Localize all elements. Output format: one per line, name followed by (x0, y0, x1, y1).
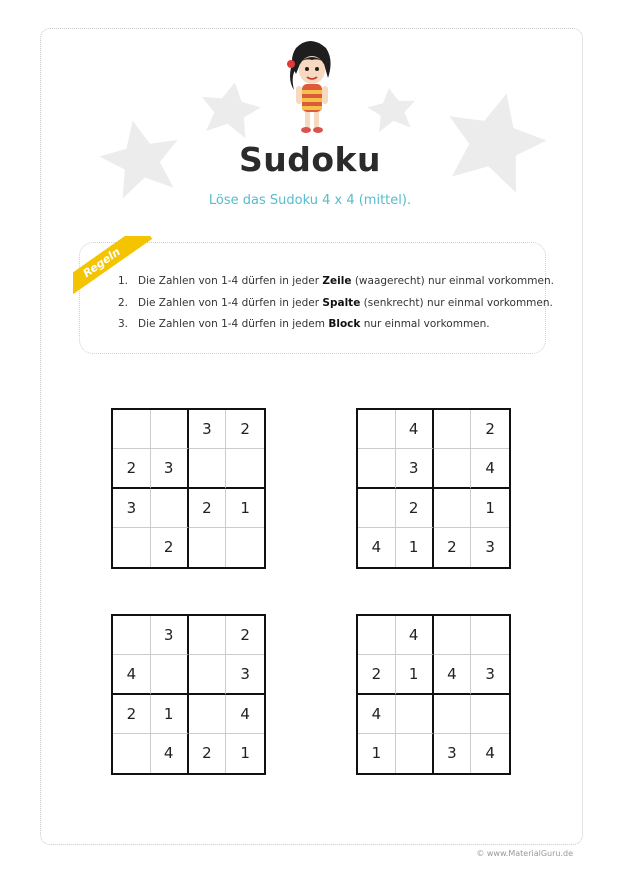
rule-keyword: Zeile (322, 275, 352, 287)
sudoku-cell[interactable]: 4 (358, 695, 396, 734)
sudoku-cell[interactable]: 4 (358, 528, 396, 567)
rule-number: 2. (118, 296, 129, 309)
sudoku-cell[interactable] (189, 449, 227, 488)
rules-ribbon-label: Regeln (73, 236, 152, 302)
sudoku-cell[interactable] (471, 695, 509, 734)
sudoku-cell[interactable] (113, 616, 151, 655)
sudoku-cell[interactable] (434, 616, 472, 655)
sudoku-cell[interactable]: 3 (396, 449, 434, 488)
rule-number: 3. (118, 318, 129, 330)
sudoku-cell[interactable]: 3 (151, 616, 189, 655)
sudoku-cell[interactable]: 4 (396, 410, 434, 449)
sudoku-cell[interactable]: 4 (113, 655, 151, 694)
sudoku-cell[interactable] (189, 695, 227, 734)
sudoku-grid-1 (111, 408, 266, 569)
sudoku-cell[interactable]: 3 (485, 538, 495, 557)
rule-text: Die Zahlen von 1-4 dürfen in jeder (138, 296, 323, 309)
sudoku-cell[interactable]: 1 (396, 528, 434, 567)
sudoku-cell[interactable]: 1 (226, 489, 264, 528)
sudoku-cell[interactable]: 4 (485, 744, 495, 763)
rule-keyword: Spalte (322, 296, 361, 309)
sudoku-grid-3 (111, 614, 266, 775)
star-icon (365, 85, 418, 133)
sudoku-cell[interactable]: 1 (396, 655, 434, 694)
sudoku-cell[interactable]: 3 (434, 734, 472, 773)
rule-item (118, 293, 554, 315)
sudoku-cell[interactable] (396, 695, 434, 734)
sudoku-cell[interactable]: 2 (358, 655, 396, 694)
page-subtitle: Löse das Sudoku 4 x 4 (mittel). (208, 193, 412, 208)
sudoku-cell[interactable] (434, 489, 472, 528)
sudoku-grid-4 (356, 614, 511, 775)
sudoku-cell[interactable]: 3 (471, 655, 509, 694)
sudoku-cell[interactable] (113, 410, 151, 449)
sudoku-cell[interactable]: 2 (226, 410, 264, 449)
rule-item (118, 314, 554, 336)
sudoku-cell[interactable]: 2 (151, 528, 189, 567)
sudoku-cell[interactable]: 3 (226, 655, 264, 694)
star-icon (196, 77, 264, 140)
sudoku-cell[interactable]: 2 (471, 410, 509, 449)
rule-number: 1. (118, 275, 129, 287)
sudoku-cell[interactable] (113, 734, 151, 773)
sudoku-cell[interactable] (434, 449, 472, 488)
sudoku-cell[interactable]: 2 (113, 449, 151, 488)
sudoku-cell[interactable] (434, 695, 472, 734)
sudoku-cell[interactable]: 4 (434, 655, 472, 694)
sudoku-cell[interactable] (189, 655, 227, 694)
sudoku-cell[interactable]: 4 (226, 695, 264, 734)
sudoku-cell[interactable]: 3 (113, 489, 151, 528)
sudoku-cell[interactable] (113, 528, 151, 567)
sudoku-cell[interactable] (189, 616, 227, 655)
sudoku-cell[interactable]: 1 (471, 489, 509, 528)
girl-mascot-icon (282, 38, 338, 136)
sudoku-cell[interactable] (471, 616, 509, 655)
sudoku-cell[interactable] (189, 528, 227, 567)
sudoku-cell[interactable] (358, 449, 396, 488)
sudoku-cell[interactable]: 4 (471, 449, 509, 488)
sudoku-cell[interactable] (358, 410, 396, 449)
sudoku-cell[interactable]: 3 (151, 449, 189, 488)
sudoku-cell[interactable] (151, 489, 189, 528)
sudoku-cell[interactable]: 4 (151, 734, 189, 773)
sudoku-cell[interactable] (226, 528, 264, 567)
rule-text: (waagerecht) nur einmal vorkommen. (351, 275, 554, 287)
sudoku-cell[interactable]: 2 (396, 489, 434, 528)
sudoku-cell[interactable]: 2 (434, 528, 472, 567)
copyright-footer: © www.MaterialGuru.de (476, 849, 573, 858)
rule-text: nur einmal vorkommen. (360, 318, 490, 330)
sudoku-cell[interactable]: 2 (189, 489, 227, 528)
page-title: Sudoku (239, 140, 381, 179)
rule-keyword: Block (328, 318, 361, 330)
sudoku-cell[interactable]: 2 (189, 734, 227, 773)
sudoku-cell[interactable]: 2 (113, 695, 151, 734)
sudoku-cell[interactable] (151, 655, 189, 694)
sudoku-cell[interactable] (358, 489, 396, 528)
rule-text: (senkrecht) nur einmal vorkommen. (360, 296, 553, 309)
sudoku-cell[interactable]: 1 (240, 744, 250, 763)
sudoku-cell[interactable] (434, 410, 472, 449)
sudoku-cell[interactable]: 1 (358, 734, 396, 773)
sudoku-cell[interactable]: 1 (151, 695, 189, 734)
sudoku-cell[interactable] (226, 449, 264, 488)
rules-list (118, 271, 554, 336)
rule-text: Die Zahlen von 1-4 dürfen in jedem (138, 318, 329, 330)
sudoku-cell[interactable]: 4 (396, 616, 434, 655)
sudoku-cell[interactable]: 2 (226, 616, 264, 655)
sudoku-cell[interactable] (358, 616, 396, 655)
sudoku-grid-2 (356, 408, 511, 569)
sudoku-cell[interactable] (151, 410, 189, 449)
rule-text: Die Zahlen von 1-4 dürfen in jeder (138, 275, 323, 287)
sudoku-cell[interactable] (396, 734, 434, 773)
sudoku-cell[interactable]: 3 (189, 410, 227, 449)
rule-item (118, 271, 554, 293)
